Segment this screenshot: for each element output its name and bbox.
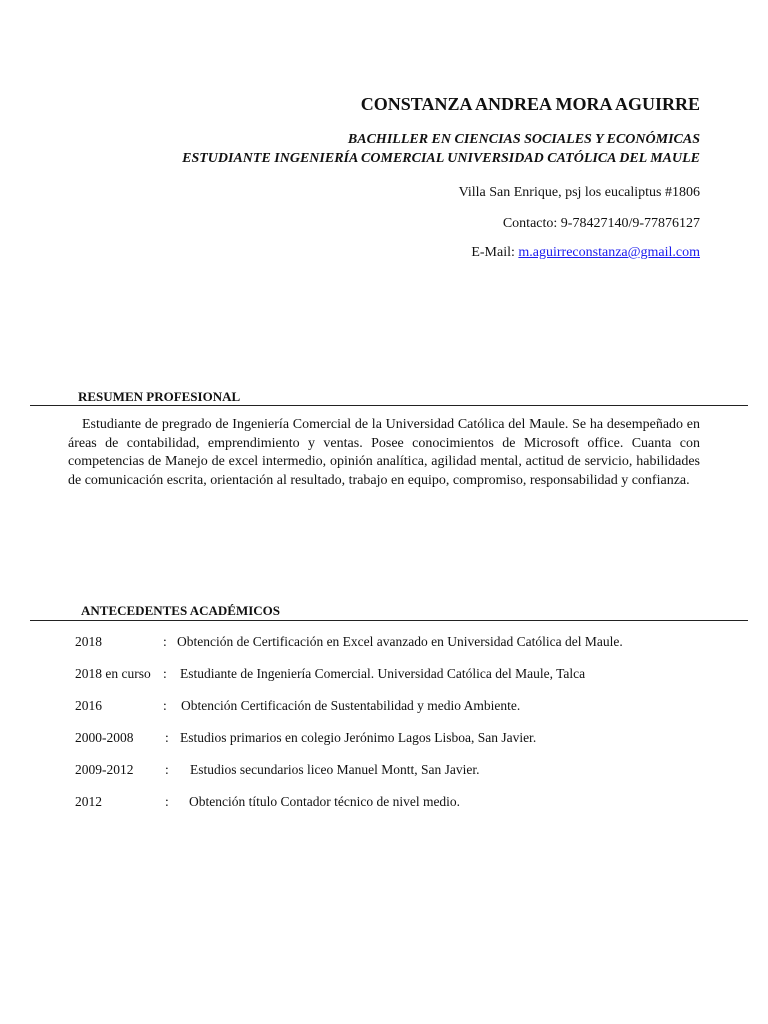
education-description: Obtención título Contador técnico de nivel medio.	[189, 794, 461, 809]
education-title: ANTECEDENTES ACADÉMICOS	[81, 603, 281, 618]
summary-text: Estudiante de pregrado de Ingeniería Comercial de la Universidad Católica del Maule. Se ha desempeñado en áreas de contabilidad, emprendimiento y ventas. Posee conocimientos de Microsoft office. Cuanta con competencias de Manejo de excel intermedio, opinión analítica, agilidad mental, actitud de servicio, habilidades de comunicación escrita, orientación al resultado, trabajo en equipo, compromiso, responsabilidad y confianza.	[68, 417, 700, 489]
education-colon: :	[163, 634, 167, 649]
education-description: Obtención de Certificación en Excel avanzado en Universidad Católica del Maule.	[177, 634, 623, 649]
education-year: 2018 en curso	[75, 666, 151, 681]
address-line: Villa San Enrique, psj los eucaliptus #1806	[458, 185, 700, 200]
education-divider	[30, 620, 748, 621]
summary-divider	[30, 405, 748, 406]
summary-title: RESUMEN PROFESIONAL	[78, 389, 241, 404]
cv-header	[40, 92, 700, 262]
education-year: 2018	[75, 634, 102, 649]
candidate-name: CONSTANZA ANDREA MORA AGUIRRE	[360, 94, 700, 114]
education-description: Estudios secundarios liceo Manuel Montt, San Javier.	[190, 762, 480, 777]
education-year: 2012	[75, 794, 102, 809]
email-link[interactable]: m.aguirreconstanza@gmail.com	[518, 245, 700, 260]
education-colon: :	[165, 762, 169, 777]
education-colon: :	[163, 698, 167, 713]
education-year: 2000-2008	[75, 730, 134, 745]
education-description: Estudios primarios en colegio Jerónimo Lagos Lisboa, San Javier.	[180, 730, 537, 745]
education-description: Estudiante de Ingeniería Comercial. Universidad Católica del Maule, Talca	[180, 666, 586, 681]
education-colon: :	[165, 730, 169, 745]
education-year: 2016	[75, 698, 102, 713]
email-label: E-Mail:	[471, 245, 519, 260]
education-colon: :	[165, 794, 169, 809]
education-year: 2009-2012	[75, 762, 134, 777]
student-subtitle: ESTUDIANTE INGENIERÍA COMERCIAL UNIVERSIDAD CATÓLICA DEL MAULE	[182, 151, 700, 166]
email-line	[40, 243, 700, 262]
education-description: Obtención Certificación de Sustentabilidad y medio Ambiente.	[181, 698, 521, 713]
phone-line: Contacto: 9-78427140/9-77876127	[502, 216, 700, 231]
education-colon: :	[163, 666, 167, 681]
degree-subtitle: BACHILLER EN CIENCIAS SOCIALES Y ECONÓMICAS	[347, 132, 700, 147]
